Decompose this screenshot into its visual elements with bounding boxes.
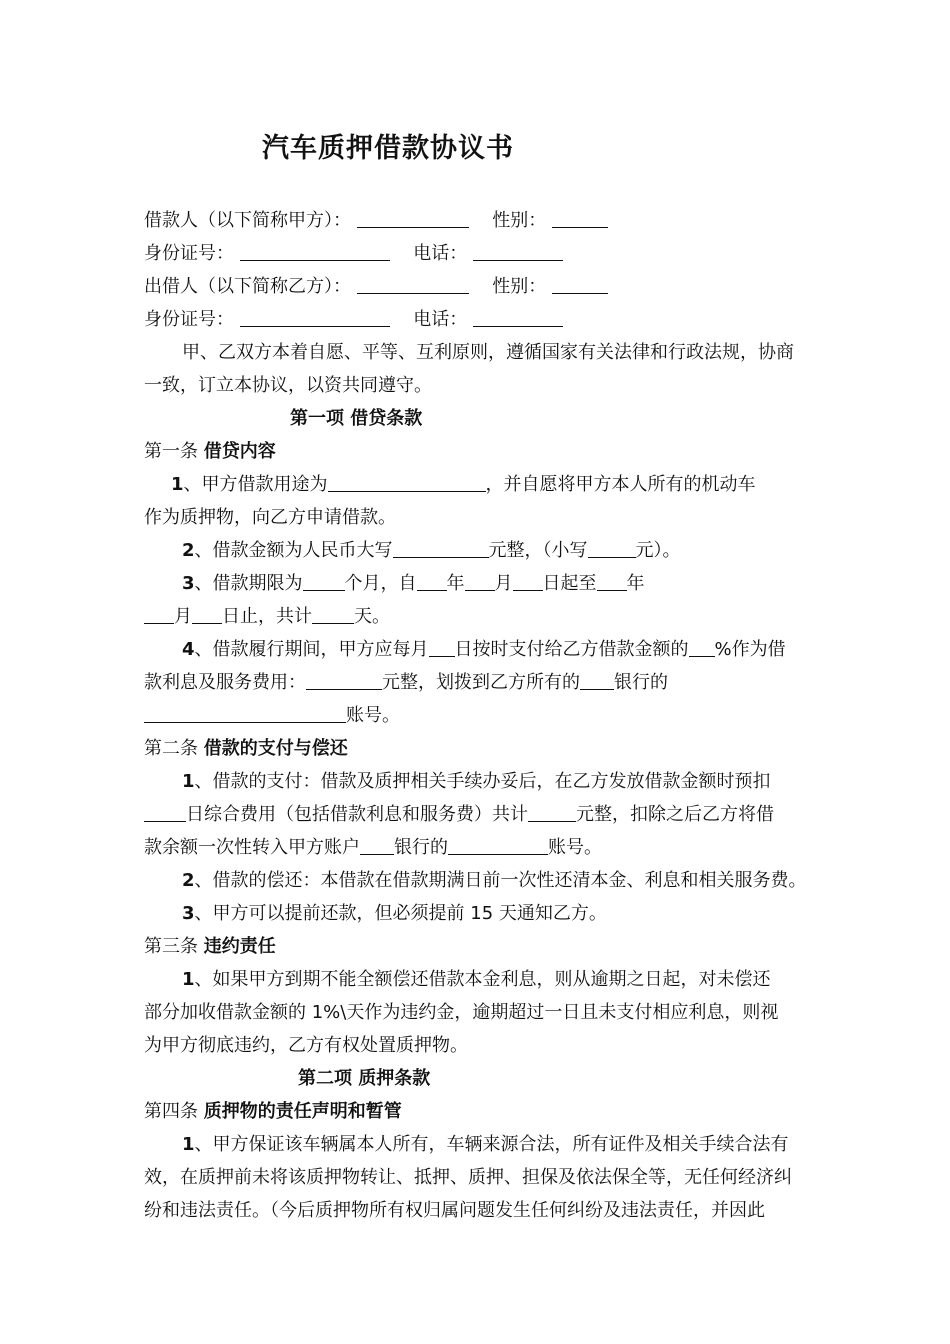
art3-clause1-line1 bbox=[144, 963, 812, 996]
borrower-id-blank[interactable] bbox=[240, 239, 390, 261]
amount-lowercase-blank[interactable] bbox=[588, 536, 636, 558]
clause-text: 款利息及服务费用： bbox=[144, 672, 306, 693]
document-title: 汽车质押借款协议书 bbox=[262, 133, 514, 164]
art1-clause2 bbox=[144, 534, 812, 567]
clause-text: 、甲方保证该车辆属本人所有，车辆来源合法，所有证件及相关手续合法有 bbox=[194, 1134, 789, 1155]
art1-clause3-line2 bbox=[144, 600, 812, 633]
article-name: 借款的支付与偿还 bbox=[203, 738, 348, 759]
clause-text: 、借款期限为 bbox=[194, 573, 303, 594]
interest-rate-blank[interactable] bbox=[689, 635, 715, 657]
clause-number: 3 bbox=[182, 903, 195, 924]
document-body bbox=[144, 204, 812, 1227]
article-name: 违约责任 bbox=[203, 936, 276, 957]
lender-id-blank[interactable] bbox=[240, 305, 390, 327]
article-prefix: 第四条 bbox=[144, 1101, 204, 1122]
section-1-title: 第一项 借贷条款 bbox=[290, 408, 423, 429]
article-name: 质押物的责任声明和暂管 bbox=[203, 1101, 402, 1122]
start-year-blank[interactable] bbox=[417, 569, 447, 591]
clause-text: 、甲方可以提前还款，但必须提前 15 天通知乙方。 bbox=[194, 903, 607, 924]
clause-text: 银行的 bbox=[614, 672, 668, 693]
borrower-phone-blank[interactable] bbox=[473, 239, 563, 261]
lender-line bbox=[144, 270, 812, 303]
clause-text: 日综合费用（包括借款利息和服务费）共计 bbox=[186, 804, 528, 825]
clause-text: 、如果甲方到期不能全额偿还借款本金利息，则从逾期之日起，对未偿还 bbox=[194, 969, 771, 990]
art2-clause3 bbox=[144, 897, 812, 930]
borrower-account-blank[interactable] bbox=[448, 833, 548, 855]
clause-text: 元整，划拨到乙方所有的 bbox=[382, 672, 580, 693]
start-day-blank[interactable] bbox=[513, 569, 543, 591]
id-label: 身份证号： bbox=[144, 309, 234, 330]
article-prefix: 第二条 bbox=[144, 738, 204, 759]
start-month-blank[interactable] bbox=[465, 569, 495, 591]
clause-text: 银行的 bbox=[394, 837, 448, 858]
clause-text: 年 bbox=[626, 573, 645, 594]
borrower-name-blank[interactable] bbox=[357, 206, 469, 228]
clause-text: 月 bbox=[174, 606, 192, 627]
fee-amount-blank[interactable] bbox=[306, 668, 382, 690]
clause-text: 、甲方借款用途为 bbox=[183, 474, 328, 495]
end-year-blank[interactable] bbox=[597, 569, 627, 591]
clause-text: 元整，扣除之后乙方将借 bbox=[576, 804, 774, 825]
clause-text: 日起至 bbox=[542, 573, 597, 594]
borrower-id-line bbox=[144, 237, 812, 270]
borrower-gender-blank[interactable] bbox=[552, 206, 608, 228]
clause-text: 、借款的支付：借款及质押相关手续办妥后，在乙方发放借款金额时预扣 bbox=[194, 771, 771, 792]
section-2-title: 第二项 质押条款 bbox=[298, 1068, 431, 1089]
gender-label: 性别： bbox=[492, 210, 547, 231]
id-label: 身份证号： bbox=[144, 243, 234, 264]
lender-name-blank[interactable] bbox=[357, 272, 469, 294]
gender-label: 性别： bbox=[492, 276, 547, 297]
end-day-blank[interactable] bbox=[192, 602, 222, 624]
art2-clause1-line2 bbox=[144, 798, 812, 831]
clause-number: 4 bbox=[182, 639, 195, 660]
clause-text: 日按时支付给乙方借款金额的 bbox=[454, 639, 689, 660]
borrower-line bbox=[144, 204, 812, 237]
clause-number: 2 bbox=[182, 870, 195, 891]
clause-text: 、借款的偿还：本借款在借款期满日前一次性还清本金、利息和相关服务费。 bbox=[194, 870, 807, 891]
lender-phone-blank[interactable] bbox=[473, 305, 563, 327]
art1-clause1-line2: 作为质押物，向乙方申请借款。 bbox=[144, 507, 396, 528]
art2-clause1-line3 bbox=[144, 831, 812, 864]
art2-clause2 bbox=[144, 864, 812, 897]
clause-number: 1 bbox=[182, 969, 195, 990]
clause-number: 1 bbox=[182, 771, 195, 792]
clause-text: 天。 bbox=[354, 606, 390, 627]
clause-number: 1 bbox=[182, 1134, 195, 1155]
clause-text: ，并自愿将甲方本人所有的机动车 bbox=[485, 474, 756, 495]
article-3-heading bbox=[144, 930, 812, 963]
art1-clause4-line3 bbox=[144, 699, 812, 732]
art1-clause4-line2 bbox=[144, 666, 812, 699]
amount-uppercase-blank[interactable] bbox=[393, 536, 489, 558]
art3-clause1-line3: 为甲方彻底违约，乙方有权处置质押物。 bbox=[144, 1035, 468, 1056]
loan-purpose-blank[interactable] bbox=[328, 470, 486, 492]
total-fee-blank[interactable] bbox=[528, 800, 576, 822]
article-4-heading bbox=[144, 1095, 812, 1128]
article-2-heading bbox=[144, 732, 812, 765]
art4-clause1-line2: 效，在质押前未将该质押物转让、抵押、质押、担保及依法保全等，无任何经济纠 bbox=[144, 1167, 792, 1188]
payment-day-blank[interactable] bbox=[429, 635, 455, 657]
art1-clause3-line1 bbox=[144, 567, 812, 600]
art3-clause1-line2: 部分加收借款金额的 1%\天作为违约金，逾期超过一日且未支付相应利息，则视 bbox=[144, 1002, 779, 1023]
clause-text: 、借款履行期间，甲方应每月 bbox=[194, 639, 429, 660]
clause-text: 元整，（小写 bbox=[488, 540, 588, 561]
lender-id-line bbox=[144, 303, 812, 336]
clause-text: 款余额一次性转入甲方账户 bbox=[144, 837, 360, 858]
clause-number: 2 bbox=[182, 540, 195, 561]
phone-label: 电话： bbox=[413, 243, 468, 264]
end-month-blank[interactable] bbox=[144, 602, 174, 624]
borrower-label: 借款人（以下简称甲方）： bbox=[144, 210, 351, 231]
clause-number: 1 bbox=[171, 474, 184, 495]
preamble-line-2: 一致，订立本协议，以资共同遵守。 bbox=[144, 375, 432, 396]
art4-clause1-line3: 纷和违法责任。（今后质押物所有权归属问题发生任何纠纷及违法责任，并因此 bbox=[144, 1200, 765, 1221]
clause-text: 日止，共计 bbox=[222, 606, 312, 627]
borrower-bank-blank[interactable] bbox=[360, 833, 394, 855]
article-prefix: 第三条 bbox=[144, 936, 204, 957]
clause-text: 账号。 bbox=[548, 837, 602, 858]
phone-label: 电话： bbox=[413, 309, 468, 330]
account-number-blank[interactable] bbox=[144, 701, 346, 723]
clause-text: %作为借 bbox=[714, 639, 786, 660]
clause-text: 、借款金额为人民币大写 bbox=[194, 540, 393, 561]
clause-text: 账号。 bbox=[346, 705, 400, 726]
bank-name-blank[interactable] bbox=[580, 668, 614, 690]
art1-clause4-line1 bbox=[144, 633, 812, 666]
fee-days-blank[interactable] bbox=[144, 800, 186, 822]
article-name: 借贷内容 bbox=[203, 441, 276, 462]
article-prefix: 第一条 bbox=[144, 441, 204, 462]
lender-gender-blank[interactable] bbox=[552, 272, 608, 294]
article-1-heading bbox=[144, 435, 812, 468]
clause-text: 元）。 bbox=[635, 540, 681, 561]
clause-text: 月 bbox=[494, 573, 513, 594]
clause-text: 年 bbox=[446, 573, 465, 594]
art2-clause1-line1 bbox=[144, 765, 812, 798]
preamble-line-1: 甲、乙双方本着自愿、平等、互利原则，遵循国家有关法律和行政法规，协商 bbox=[182, 342, 794, 363]
clause-number: 3 bbox=[182, 573, 195, 594]
art4-clause1-line1 bbox=[144, 1128, 812, 1161]
clause-text: 个月，自 bbox=[344, 573, 417, 594]
art1-clause1-line1 bbox=[144, 468, 812, 501]
term-months-blank[interactable] bbox=[303, 569, 345, 591]
total-days-blank[interactable] bbox=[312, 602, 354, 624]
lender-label: 出借人（以下简称乙方）： bbox=[144, 276, 351, 297]
